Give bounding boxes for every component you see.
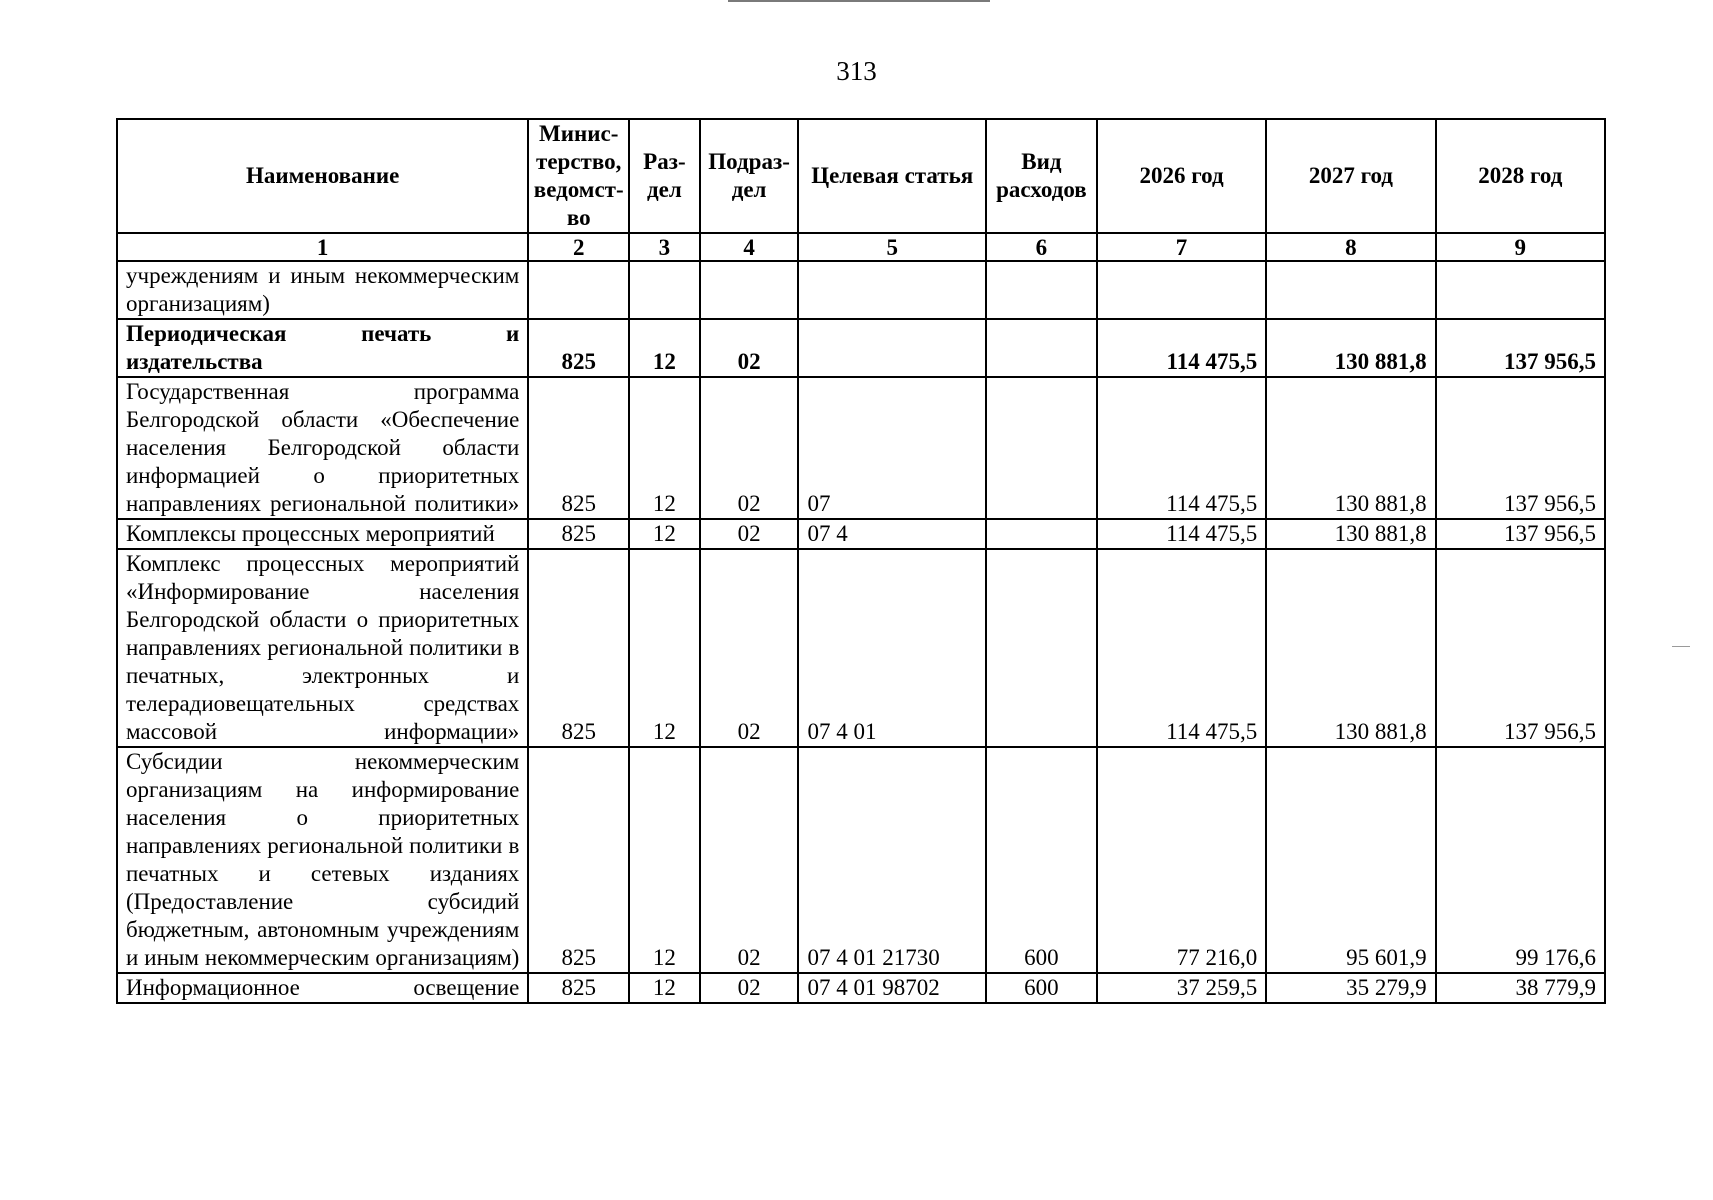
row-2028: 137 956,5 (1436, 377, 1605, 519)
row-section: 12 (629, 519, 700, 549)
budget-table (116, 118, 1606, 1004)
column-number: 5 (798, 233, 986, 261)
row-name: Комплексы процессных мероприятий (117, 519, 528, 549)
row-expense-type: 600 (986, 747, 1097, 973)
page-number: 313 (836, 56, 877, 86)
table-row (117, 973, 1605, 1003)
row-subsection: 02 (700, 319, 799, 377)
row-target (798, 261, 986, 319)
row-2026: 114 475,5 (1097, 519, 1266, 549)
row-subsection: 02 (700, 377, 799, 519)
row-target: 07 4 01 (798, 549, 986, 747)
header-2027: 2027 год (1266, 119, 1435, 233)
row-2028: 137 956,5 (1436, 549, 1605, 747)
row-2028: 137 956,5 (1436, 319, 1605, 377)
row-2027: 35 279,9 (1266, 973, 1435, 1003)
row-target: 07 4 (798, 519, 986, 549)
column-number: 8 (1266, 233, 1435, 261)
row-ministry: 825 (528, 319, 629, 377)
row-ministry: 825 (528, 377, 629, 519)
row-2026 (1097, 261, 1266, 319)
row-section: 12 (629, 319, 700, 377)
row-section: 12 (629, 549, 700, 747)
row-2028: 137 956,5 (1436, 519, 1605, 549)
row-name: Информационное освещение (117, 973, 528, 1003)
header-section: Раз-дел (629, 119, 700, 233)
row-2027: 130 881,8 (1266, 377, 1435, 519)
row-2026: 37 259,5 (1097, 973, 1266, 1003)
header-ministry: Минис-терство, ведомст-во (528, 119, 629, 233)
row-2027: 130 881,8 (1266, 549, 1435, 747)
row-subsection: 02 (700, 549, 799, 747)
table-row (117, 377, 1605, 519)
column-number: 6 (986, 233, 1097, 261)
column-number: 4 (700, 233, 799, 261)
row-2027: 130 881,8 (1266, 319, 1435, 377)
table-row (117, 549, 1605, 747)
row-ministry (528, 261, 629, 319)
row-section: 12 (629, 973, 700, 1003)
row-2027: 95 601,9 (1266, 747, 1435, 973)
column-number: 3 (629, 233, 700, 261)
row-name: Государственная программа Белгородской области «Обеспечение населения Белгородской области информацией о приоритетных направлениях региональной политики» (117, 377, 528, 519)
row-ministry: 825 (528, 747, 629, 973)
row-2026: 114 475,5 (1097, 319, 1266, 377)
row-name: Комплекс процессных мероприятий «Информирование населения Белгородской области о приоритетных направлениях региональной политики в печатных, электронных и телерадиовещательных средствах массовой информации» (117, 549, 528, 747)
row-ministry: 825 (528, 549, 629, 747)
row-2027: 130 881,8 (1266, 519, 1435, 549)
row-expense-type (986, 377, 1097, 519)
row-2028 (1436, 261, 1605, 319)
header-target: Целевая статья (798, 119, 986, 233)
margin-mark (1672, 646, 1690, 647)
row-target: 07 4 01 21730 (798, 747, 986, 973)
column-number: 1 (117, 233, 528, 261)
column-number: 9 (1436, 233, 1605, 261)
row-ministry: 825 (528, 973, 629, 1003)
row-name: Субсидии некоммерческим организациям на информирование населения о приоритетных направлениях региональной политики в печатных и сетевых изданиях (Предоставление субсидий бюджетным, автономным учреждениям и иным некоммерческим организациям) (117, 747, 528, 973)
row-2028: 99 176,6 (1436, 747, 1605, 973)
row-subsection: 02 (700, 973, 799, 1003)
table-row (117, 261, 1605, 319)
top-rule (728, 0, 990, 2)
row-subsection: 02 (700, 519, 799, 549)
row-2028: 38 779,9 (1436, 973, 1605, 1003)
header-2028: 2028 год (1436, 119, 1605, 233)
row-section: 12 (629, 747, 700, 973)
header-2026: 2026 год (1097, 119, 1266, 233)
row-ministry: 825 (528, 519, 629, 549)
row-subsection (700, 261, 799, 319)
table-row (117, 747, 1605, 973)
row-expense-type (986, 261, 1097, 319)
row-expense-type (986, 519, 1097, 549)
header-expense-type: Вид расходов (986, 119, 1097, 233)
row-expense-type (986, 549, 1097, 747)
column-number-row (117, 233, 1605, 261)
row-2026: 77 216,0 (1097, 747, 1266, 973)
row-name: Периодическая печать и издательства (117, 319, 528, 377)
row-target: 07 (798, 377, 986, 519)
row-expense-type (986, 319, 1097, 377)
row-target (798, 319, 986, 377)
header-row (117, 119, 1605, 233)
table-row (117, 319, 1605, 377)
row-section (629, 261, 700, 319)
row-name: учреждениям и иным некоммерческим организациям) (117, 261, 528, 319)
row-subsection: 02 (700, 747, 799, 973)
row-section: 12 (629, 377, 700, 519)
column-number: 7 (1097, 233, 1266, 261)
table-row (117, 519, 1605, 549)
row-2026: 114 475,5 (1097, 549, 1266, 747)
row-target: 07 4 01 98702 (798, 973, 986, 1003)
header-name: Наименование (117, 119, 528, 233)
row-2027 (1266, 261, 1435, 319)
row-expense-type: 600 (986, 973, 1097, 1003)
header-subsection: Подраз-дел (700, 119, 799, 233)
column-number: 2 (528, 233, 629, 261)
row-2026: 114 475,5 (1097, 377, 1266, 519)
